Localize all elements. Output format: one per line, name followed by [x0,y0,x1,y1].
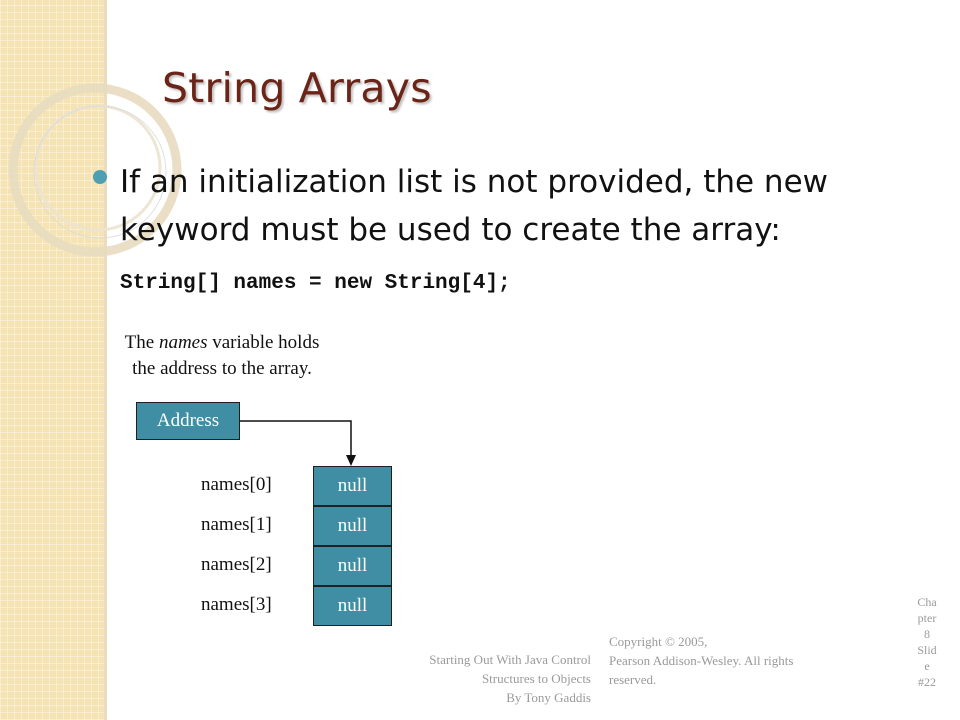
code-snippet: String[] names = new String[4]; [120,272,511,295]
slide-number-line: Slid [917,643,937,657]
bullet-body: If an initialization list is not provided, the new keyword must be used to create the array: [120,164,829,248]
slide-number-line: pter [917,611,937,625]
slide-number-line: e [924,659,930,673]
footer-copyright [609,632,849,689]
slide-number-line: #22 [918,675,936,689]
array-cell-2: null [313,546,392,586]
array-index-label-3: names[3] [201,594,272,615]
caption-suffix: variable holds [207,332,320,353]
array-cell-1: null [313,506,392,546]
array-index-label-0: names[0] [201,474,272,495]
caption-line2: the address to the array. [132,358,312,379]
footer-copyright-line1: Copyright © 2005, [609,634,708,649]
array-cell-0: null [313,466,392,506]
footer-slide-number [912,594,942,690]
bullet-point-icon [93,170,107,184]
array-index-label-2: names[2] [201,554,272,575]
slide-number-line: 8 [924,627,930,641]
footer-copyright-line3: reserved. [609,672,657,687]
footer-copyright-line2: Pearson Addison-Wesley. All rights [609,653,794,668]
diagram-caption [94,330,350,382]
footer-book-line1: Starting Out With Java Control [429,652,591,667]
bullet-text [120,158,850,308]
footer-book-line2: Structures to Objects [481,671,591,686]
array-index-label-1: names[1] [201,514,272,535]
slide-title: String Arrays [162,64,432,112]
caption-variable-name: names [158,332,208,353]
footer-book-info [385,650,591,707]
array-cell-3: null [313,586,392,626]
slide-number-line: Cha [917,595,937,609]
caption-prefix: The [124,332,159,353]
address-box: Address [136,402,240,440]
footer-book-line3: By Tony Gaddis [506,690,591,705]
